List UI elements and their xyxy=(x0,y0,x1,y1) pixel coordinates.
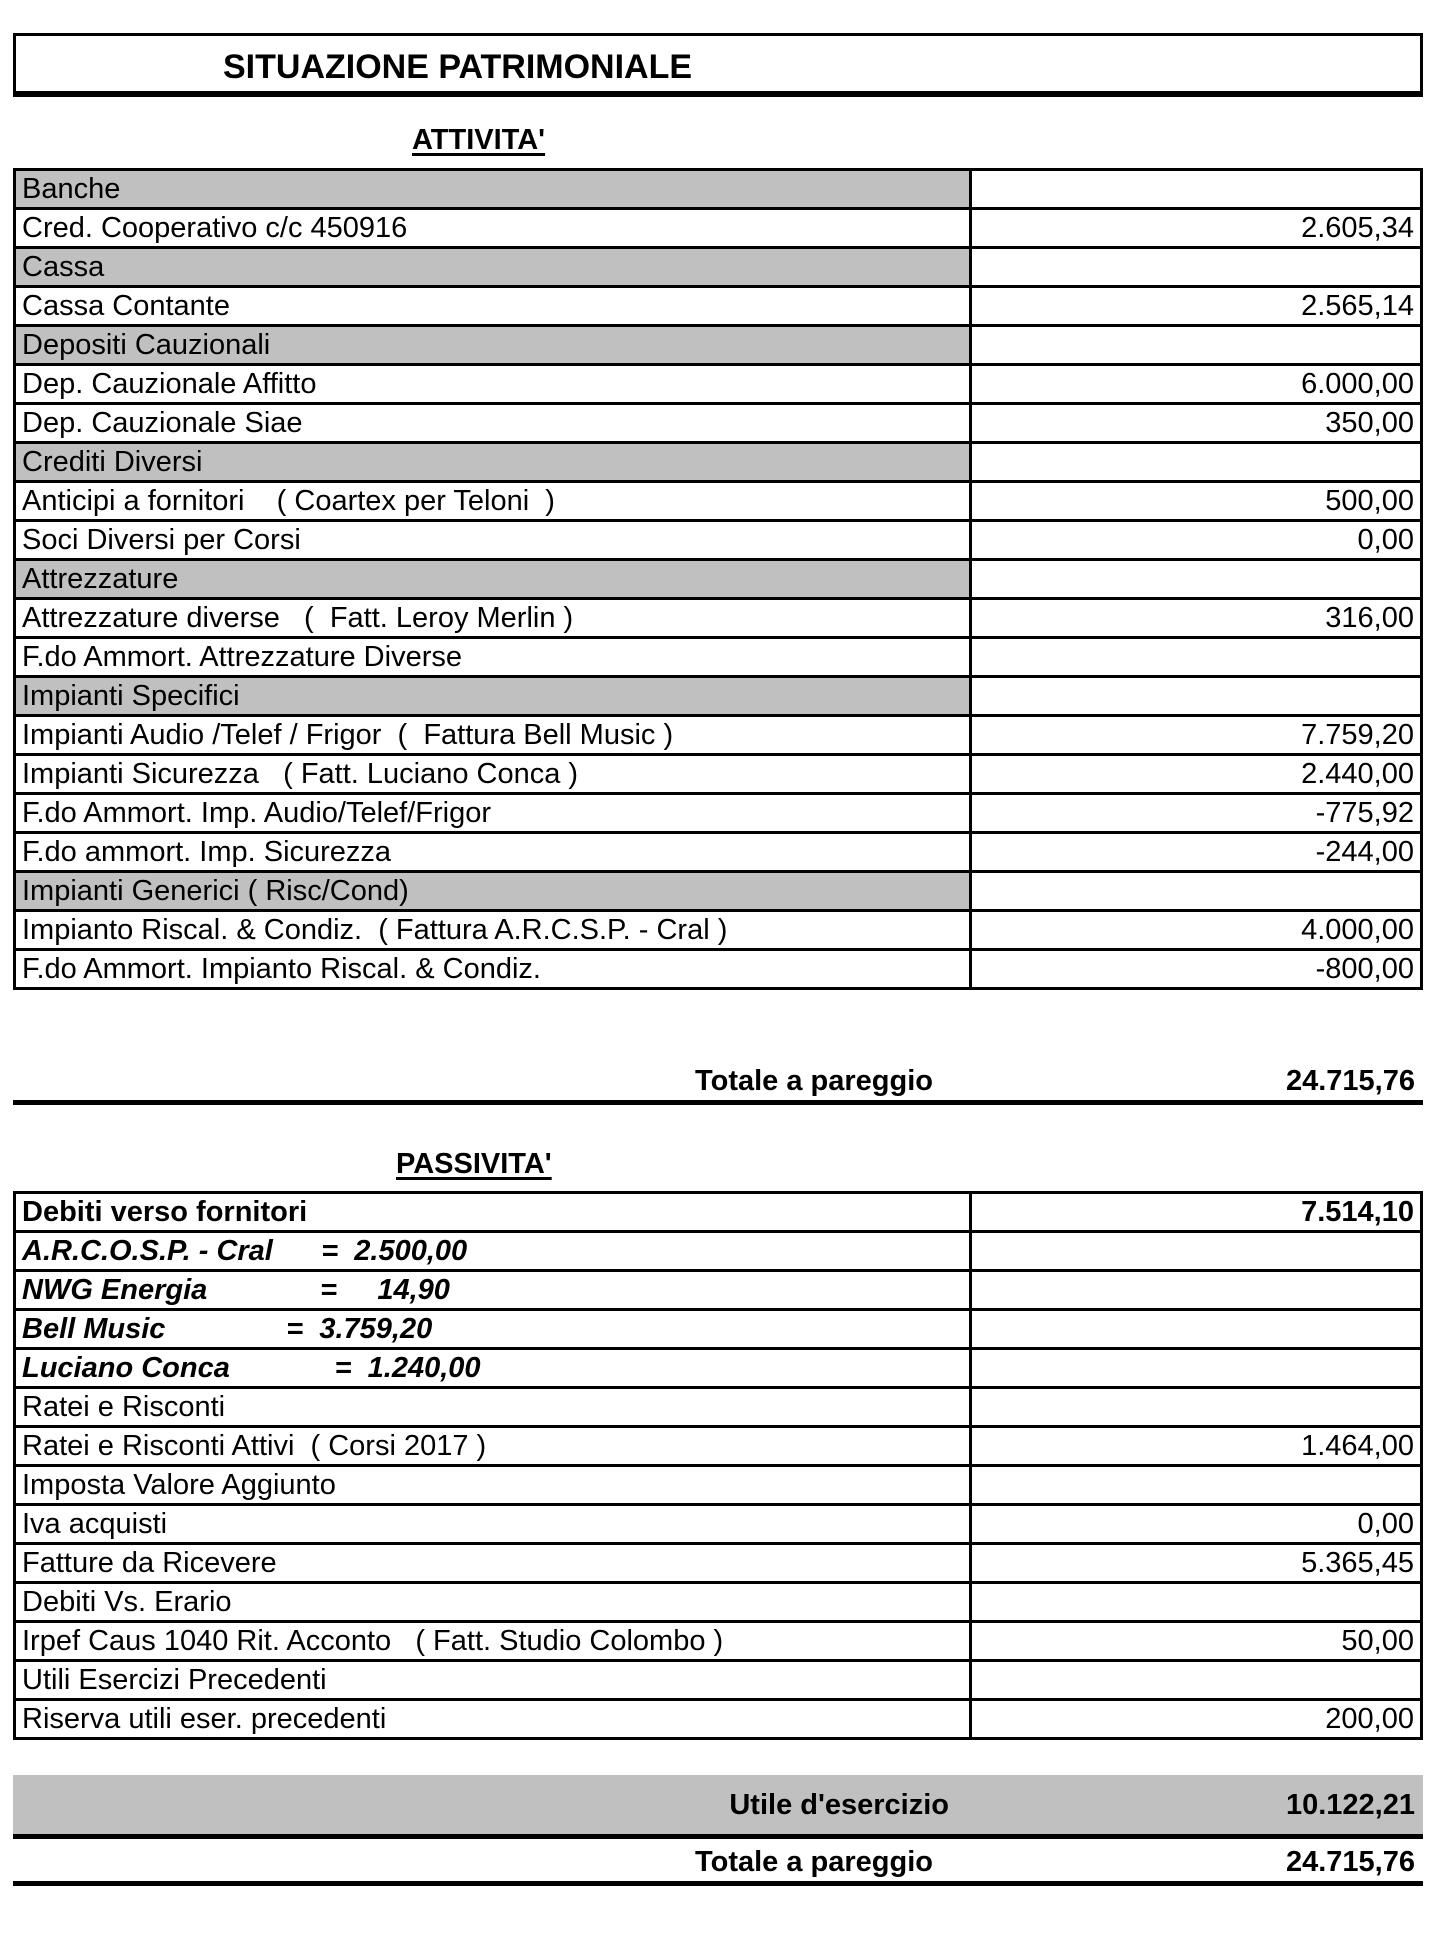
row-label: Debiti Vs. Erario xyxy=(15,1583,971,1622)
table-row xyxy=(15,833,1422,872)
row-label: Banche xyxy=(15,170,971,209)
row-value: 1.464,00 xyxy=(971,1427,1422,1466)
row-label: Dep. Cauzionale Affitto xyxy=(15,365,971,404)
row-value xyxy=(971,1349,1422,1388)
row-label: F.do ammort. Imp. Sicurezza xyxy=(15,833,971,872)
row-value xyxy=(971,560,1422,599)
row-value: 2.440,00 xyxy=(971,755,1422,794)
row-value xyxy=(971,1271,1422,1310)
table-row xyxy=(15,1427,1422,1466)
utile-esercizio-label: Utile d'esercizio xyxy=(729,1789,949,1821)
table-row xyxy=(15,1388,1422,1427)
row-label: F.do Ammort. Imp. Audio/Telef/Frigor xyxy=(15,794,971,833)
table-row xyxy=(15,599,1422,638)
table-row xyxy=(15,1271,1422,1310)
passivita-table xyxy=(13,1191,1423,1740)
row-label: Anticipi a fornitori ( Coartex per Teloni ) xyxy=(15,482,971,521)
row-value xyxy=(971,638,1422,677)
table-row xyxy=(15,755,1422,794)
attivita-total-label: Totale a pareggio xyxy=(695,1065,933,1097)
row-value: 4.000,00 xyxy=(971,911,1422,950)
table-row xyxy=(15,794,1422,833)
group-header-row xyxy=(15,677,1422,716)
table-row xyxy=(15,1583,1422,1622)
table-row xyxy=(15,1232,1422,1271)
group-header-row xyxy=(15,170,1422,209)
row-value: 50,00 xyxy=(971,1622,1422,1661)
passivita-total-value: 24.715,76 xyxy=(1285,1846,1415,1878)
row-label: Impianti Audio /Telef / Frigor ( Fattura Bell Music ) xyxy=(15,716,971,755)
row-label: Fatture da Ricevere xyxy=(15,1544,971,1583)
table-row xyxy=(15,911,1422,950)
group-header-row xyxy=(15,248,1422,287)
table-row xyxy=(15,1310,1422,1349)
row-label: Ratei e Risconti xyxy=(15,1388,971,1427)
row-value: 0,00 xyxy=(971,1505,1422,1544)
row-value xyxy=(971,872,1422,911)
row-value: 500,00 xyxy=(971,482,1422,521)
row-label: Attrezzature diverse ( Fatt. Leroy Merlin ) xyxy=(15,599,971,638)
row-value: 350,00 xyxy=(971,404,1422,443)
table-row xyxy=(15,287,1422,326)
table-row xyxy=(15,521,1422,560)
row-value xyxy=(971,1583,1422,1622)
row-label: Depositi Cauzionali xyxy=(15,326,971,365)
row-label: F.do Ammort. Impianto Riscal. & Condiz. xyxy=(15,950,971,989)
row-label: A.R.C.O.S.P. - Cral = 2.500,00 xyxy=(15,1232,971,1271)
row-value xyxy=(971,1310,1422,1349)
row-label: Crediti Diversi xyxy=(15,443,971,482)
row-value: 2.565,14 xyxy=(971,287,1422,326)
row-label: Impianti Specifici xyxy=(15,677,971,716)
row-value: 316,00 xyxy=(971,599,1422,638)
attivita-table xyxy=(13,168,1423,990)
row-value xyxy=(971,1388,1422,1427)
row-value xyxy=(971,1232,1422,1271)
row-label: Utili Esercizi Precedenti xyxy=(15,1661,971,1700)
table-row xyxy=(15,638,1422,677)
row-value xyxy=(971,326,1422,365)
group-header-row xyxy=(15,326,1422,365)
row-label: Debiti verso fornitori xyxy=(15,1193,971,1232)
row-value: 2.605,34 xyxy=(971,209,1422,248)
table-row xyxy=(15,365,1422,404)
row-value: -244,00 xyxy=(971,833,1422,872)
attivita-total-row xyxy=(13,1061,1423,1105)
row-label: Iva acquisti xyxy=(15,1505,971,1544)
row-label: Impianti Generici ( Risc/Cond) xyxy=(15,872,971,911)
document-title: SITUAZIONE PATRIMONIALE xyxy=(223,48,693,86)
row-value xyxy=(971,1466,1422,1505)
row-label: Dep. Cauzionale Siae xyxy=(15,404,971,443)
row-value xyxy=(971,1661,1422,1700)
row-label: NWG Energia = 14,90 xyxy=(15,1271,971,1310)
row-label: Impianti Sicurezza ( Fatt. Luciano Conca ) xyxy=(15,755,971,794)
passivita-total-row xyxy=(13,1842,1423,1886)
table-row xyxy=(15,1622,1422,1661)
document-title-box xyxy=(13,33,1423,97)
row-label: Impianto Riscal. & Condiz. ( Fattura A.R.C.S.P. - Cral ) xyxy=(15,911,971,950)
row-value: 7.759,20 xyxy=(971,716,1422,755)
group-header-row xyxy=(15,560,1422,599)
row-label: Imposta Valore Aggiunto xyxy=(15,1466,971,1505)
attivita-total-value: 24.715,76 xyxy=(1285,1065,1415,1097)
table-row xyxy=(15,1661,1422,1700)
group-header-row xyxy=(15,443,1422,482)
row-label: Cassa Contante xyxy=(15,287,971,326)
table-row xyxy=(15,482,1422,521)
row-value: -775,92 xyxy=(971,794,1422,833)
group-header-row xyxy=(15,872,1422,911)
row-value: 6.000,00 xyxy=(971,365,1422,404)
row-label: Cred. Cooperativo c/c 450916 xyxy=(15,209,971,248)
passivita-heading: PASSIVITA' xyxy=(396,1148,552,1180)
row-value xyxy=(971,170,1422,209)
utile-esercizio-value: 10.122,21 xyxy=(1285,1789,1415,1821)
table-row xyxy=(15,950,1422,989)
table-row xyxy=(15,1505,1422,1544)
row-label: F.do Ammort. Attrezzature Diverse xyxy=(15,638,971,677)
table-row xyxy=(15,1349,1422,1388)
row-label: Luciano Conca = 1.240,00 xyxy=(15,1349,971,1388)
attivita-heading: ATTIVITA' xyxy=(412,124,546,156)
row-value: 5.365,45 xyxy=(971,1544,1422,1583)
row-value: 7.514,10 xyxy=(971,1193,1422,1232)
passivita-total-label: Totale a pareggio xyxy=(695,1846,933,1878)
table-row xyxy=(15,1466,1422,1505)
row-label: Irpef Caus 1040 Rit. Acconto ( Fatt. Studio Colombo ) xyxy=(15,1622,971,1661)
table-row xyxy=(15,404,1422,443)
utile-esercizio-row xyxy=(13,1775,1423,1839)
row-value: -800,00 xyxy=(971,950,1422,989)
table-row xyxy=(15,1700,1422,1739)
table-row xyxy=(15,716,1422,755)
row-label: Cassa xyxy=(15,248,971,287)
row-label: Bell Music = 3.759,20 xyxy=(15,1310,971,1349)
table-row xyxy=(15,1544,1422,1583)
table-row xyxy=(15,1193,1422,1232)
row-label: Soci Diversi per Corsi xyxy=(15,521,971,560)
row-label: Riserva utili eser. precedenti xyxy=(15,1700,971,1739)
row-value xyxy=(971,677,1422,716)
row-value xyxy=(971,443,1422,482)
row-value: 0,00 xyxy=(971,521,1422,560)
row-value xyxy=(971,248,1422,287)
row-label: Attrezzature xyxy=(15,560,971,599)
row-label: Ratei e Risconti Attivi ( Corsi 2017 ) xyxy=(15,1427,971,1466)
row-value: 200,00 xyxy=(971,1700,1422,1739)
table-row xyxy=(15,209,1422,248)
